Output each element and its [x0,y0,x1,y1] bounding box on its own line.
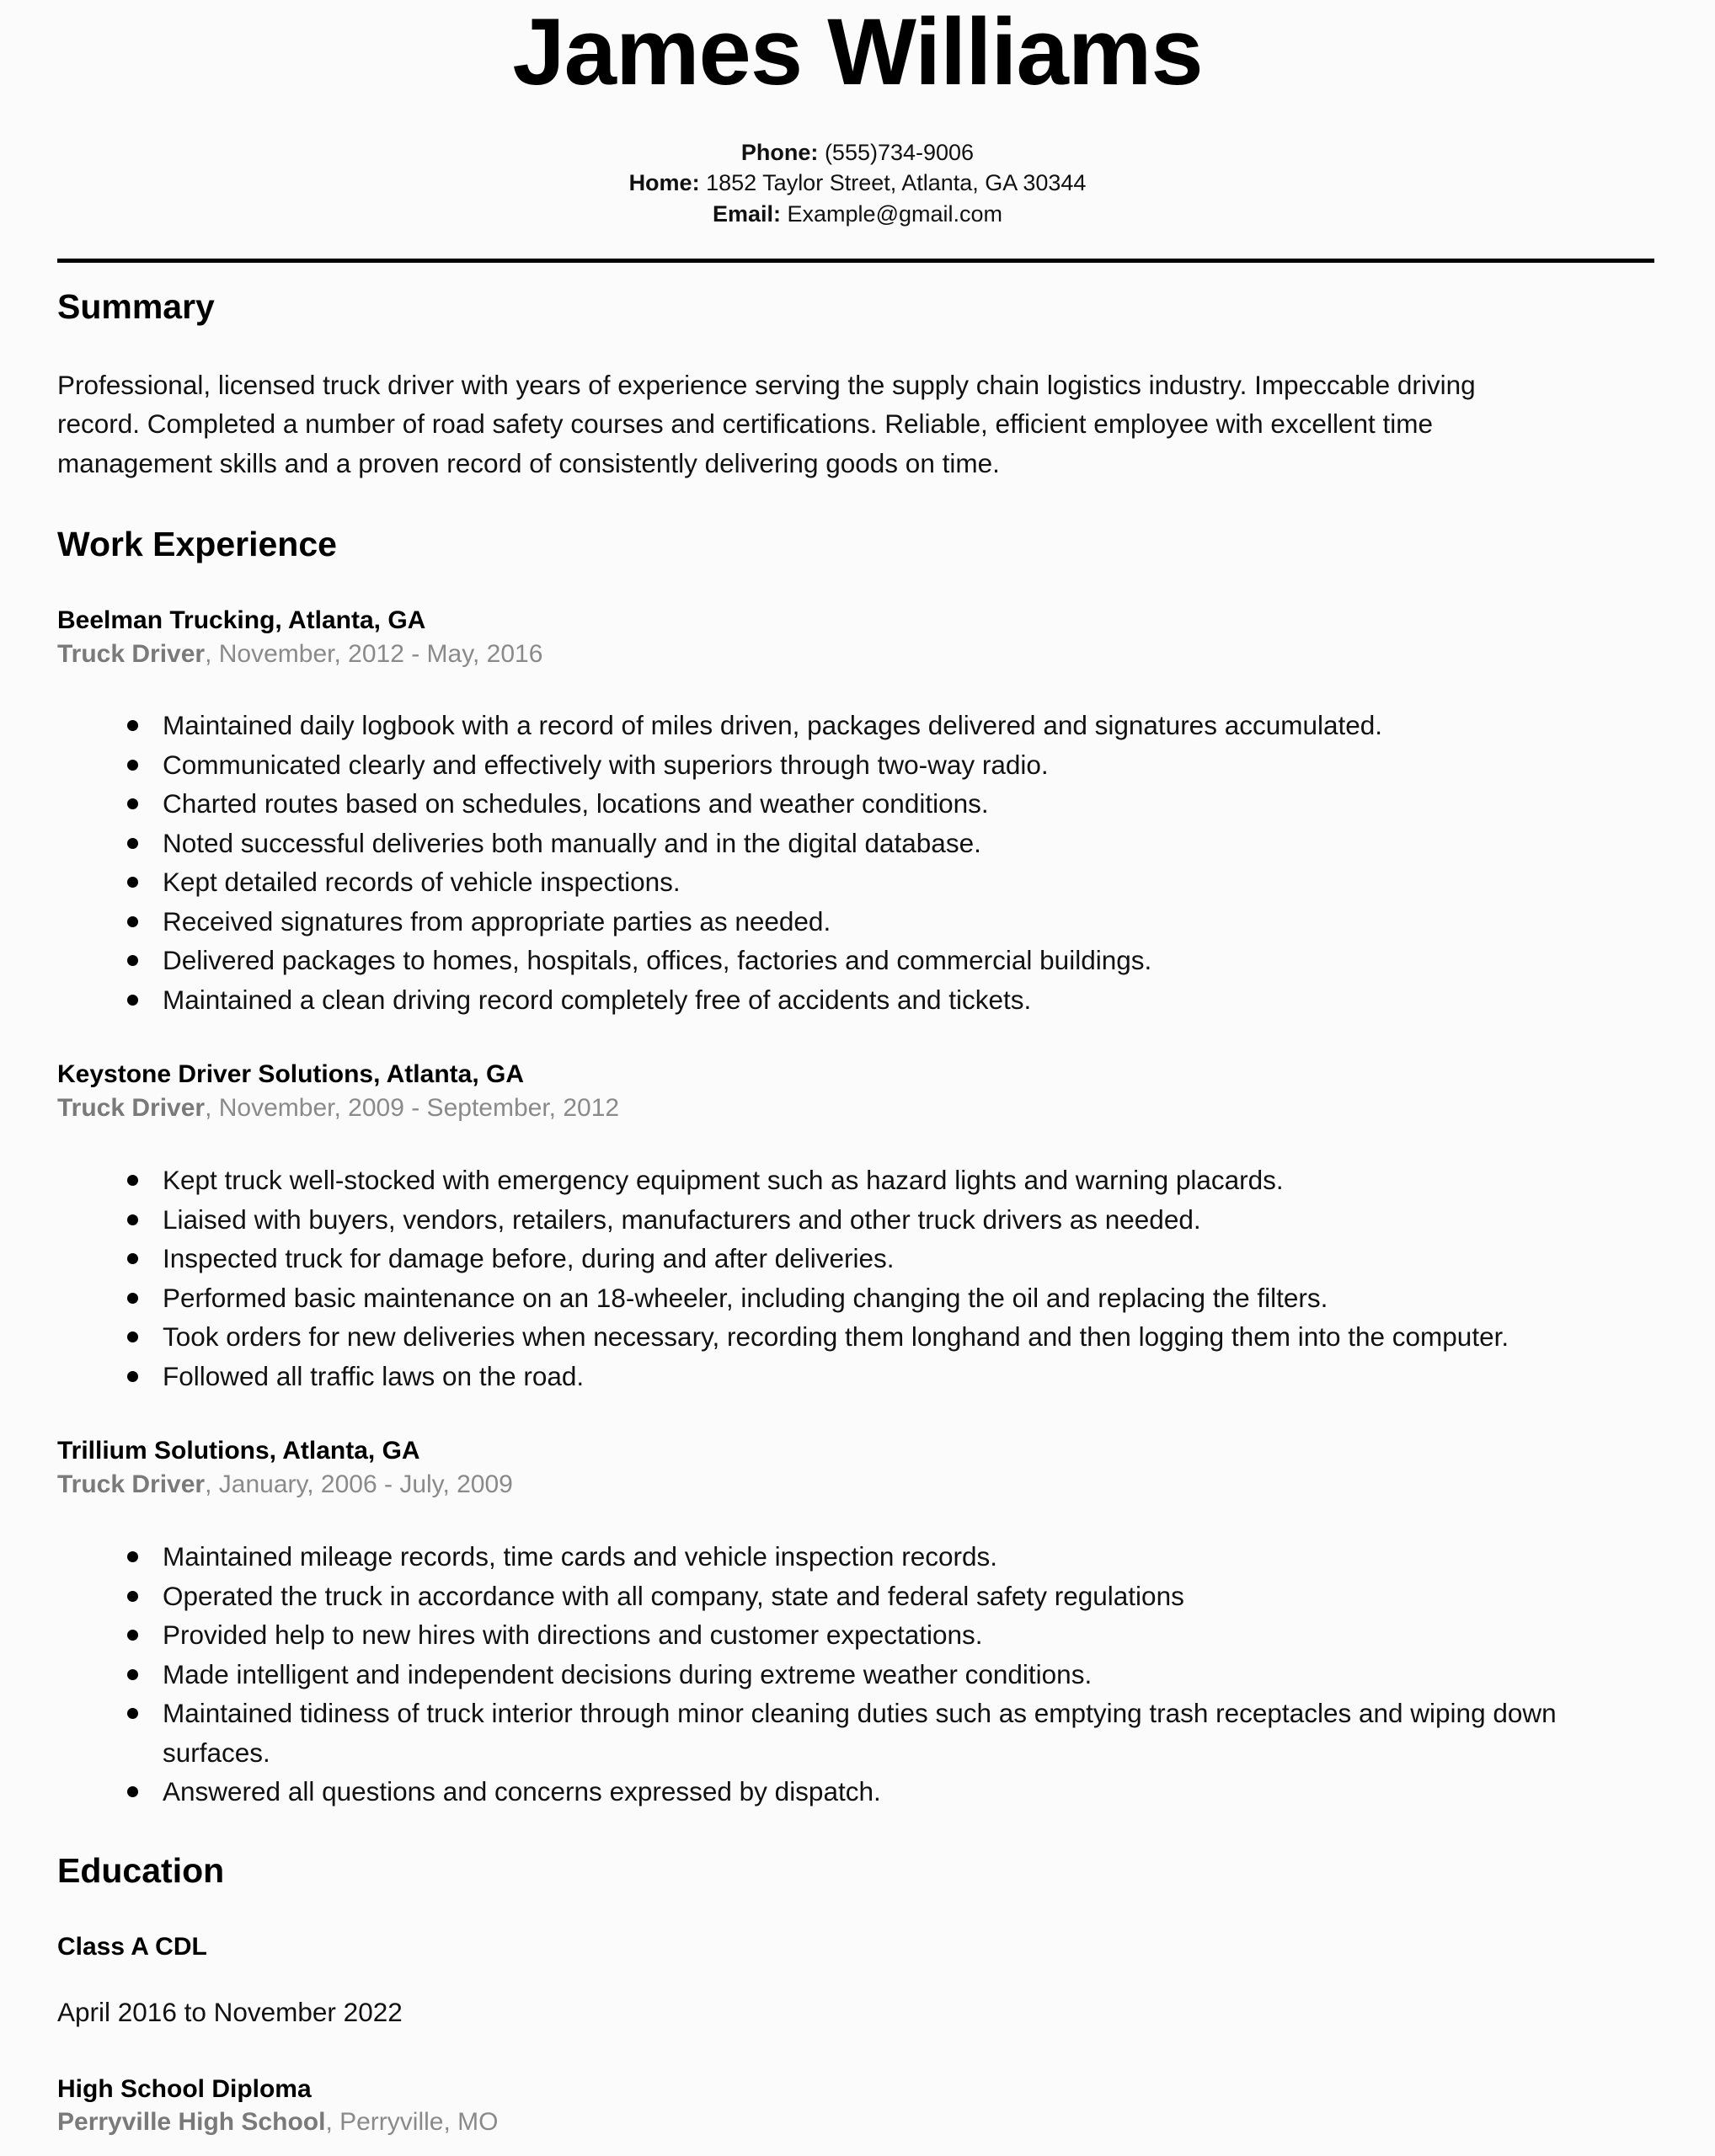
contact-home-value: 1852 Taylor Street, Atlanta, GA 30344 [706,170,1087,195]
duty-text: Followed all traffic laws on the road. [163,1360,585,1391]
work-experience-heading: Work Experience [57,525,337,563]
bullet-icon [127,916,138,927]
duty-text: Provided help to new hires with directions and customer expectations. [163,1620,983,1650]
bullet-icon [127,1591,138,1602]
job-dates: , November, 2009 - September, 2012 [205,1094,620,1122]
job-duties-list [0,1161,1651,1396]
duty-text: Delivered packages to homes, hospitals, offices, factories and commercial buildings. [163,945,1152,975]
list-item [0,1161,1645,1200]
list-item [0,824,1645,863]
list-item [0,1772,1645,1812]
duty-text: Performed basic maintenance on an 18-wheeler, including changing the oil and replacing the filters. [163,1282,1328,1313]
duty-text: Made intelligent and independent decisions during extreme weather conditions. [163,1658,1093,1689]
duty-text: Answered all questions and concerns expressed by dispatch. [163,1776,881,1806]
duty-text: Maintained a clean driving record completely free of accidents and tickets. [163,984,1032,1015]
education-title: Class A CDL [57,1933,207,1961]
contact-email-label: Email: [712,201,781,227]
list-item [0,1239,1645,1278]
list-item [0,1200,1645,1240]
job-company: Beelman Trucking, Atlanta, GA [57,606,426,634]
bullet-icon [127,995,138,1006]
duty-text: Inspected truck for damage before, during and after deliveries. [163,1243,895,1273]
contact-home-label: Home: [628,170,700,195]
list-item [0,1357,1645,1396]
education-title: High School Diploma [57,2075,312,2103]
duty-text: Received signatures from appropriate parties as needed. [163,905,831,937]
job-title: Truck Driver [57,640,206,668]
bullet-icon [127,1331,138,1342]
list-item [0,902,1645,942]
contact-phone-value: (555)734-9006 [824,140,975,165]
bullet-icon [127,1293,138,1304]
list-item [0,1615,1645,1655]
bullet-icon [127,1175,138,1186]
list-item [0,745,1645,785]
bullet-icon [127,798,138,809]
education-dates: April 2016 to November 2022 [57,1997,403,2027]
contact-home [0,168,1715,198]
list-item [0,784,1645,824]
job-role [57,1468,513,1502]
bullet-icon [127,955,138,966]
summary-line: Professional, licensed truck driver with years of experience serving the supply chain logistics industry. Impeccable driving [57,370,1476,400]
duty-text: Maintained mileage records, time cards and vehicle inspection records. [163,1541,997,1572]
contact-phone [0,137,1715,168]
school-name: Perryville High School [57,2108,326,2136]
summary-line: management skills and a proven record of consistently delivering goods on time. [57,448,1000,478]
bullet-icon [127,1214,138,1225]
list-item [0,1537,1645,1577]
bullet-icon [127,1786,138,1797]
job-role [57,638,542,671]
header-divider [57,259,1654,263]
bullet-icon [127,1708,138,1719]
list-item [0,980,1645,1020]
duty-text: Liaised with buyers, vendors, retailers, manufacturers and other truck drivers as needed. [163,1203,1201,1235]
contact-email [0,199,1715,229]
duty-text: Kept detailed records of vehicle inspections. [163,867,681,897]
school-location: , Perryville, MO [325,2108,499,2136]
education-school [57,2105,498,2139]
job-role [57,1091,619,1125]
list-item [0,1655,1645,1694]
duty-text: Took orders for new deliveries when necessary, recording them longhand and then logging them into the computer. [163,1321,1509,1352]
job-dates: , January, 2006 - July, 2009 [205,1470,513,1498]
list-item [0,706,1645,745]
duty-text: Maintained tidiness of truck interior through minor cleaning duties such as emptying trash receptacles and wiping down surfaces. [163,1698,1557,1768]
job-title: Truck Driver [57,1094,206,1122]
bullet-icon [127,760,138,771]
job-duties-list [0,706,1651,1019]
contact-email-value: Example@gmail.com [787,201,1003,227]
job-duties-list [0,1537,1651,1812]
education-heading: Education [57,1851,225,1890]
list-item [0,1694,1645,1772]
list-item [0,941,1645,980]
job-company: Trillium Solutions, Atlanta, GA [57,1437,420,1465]
duty-text: Operated the truck in accordance with all company, state and federal safety regulations [163,1580,1184,1611]
summary-heading: Summary [57,287,215,326]
summary-line: record. Completed a number of road safety courses and certifications. Reliable, efficient employee with excellent time [57,408,1433,439]
job-dates: , November, 2012 - May, 2016 [205,640,543,668]
list-item [0,862,1645,902]
duty-text: Communicated clearly and effectively with superiors through two-way radio. [163,749,1049,780]
bullet-icon [127,1253,138,1264]
bullet-icon [127,1371,138,1382]
duty-text: Charted routes based on schedules, locations and weather conditions. [163,788,989,819]
bullet-icon [127,720,138,731]
bullet-icon [127,1551,138,1562]
job-company: Keystone Driver Solutions, Atlanta, GA [57,1060,524,1088]
candidate-name: James Williams [512,0,1203,104]
bullet-icon [127,1669,138,1680]
list-item [0,1317,1645,1357]
duty-text: Maintained daily logbook with a record of miles driven, packages delivered and signatures accumulated. [163,710,1383,740]
bullet-icon [127,838,138,849]
bullet-icon [127,1630,138,1641]
list-item [0,1278,1645,1318]
contact-phone-label: Phone: [740,140,819,165]
job-title: Truck Driver [57,1470,206,1498]
bullet-icon [127,877,138,888]
duty-text: Noted successful deliveries both manually and in the digital database. [163,827,981,858]
duty-text: Kept truck well-stocked with emergency equipment such as hazard lights and warning placards. [163,1165,1284,1195]
list-item [0,1577,1645,1616]
